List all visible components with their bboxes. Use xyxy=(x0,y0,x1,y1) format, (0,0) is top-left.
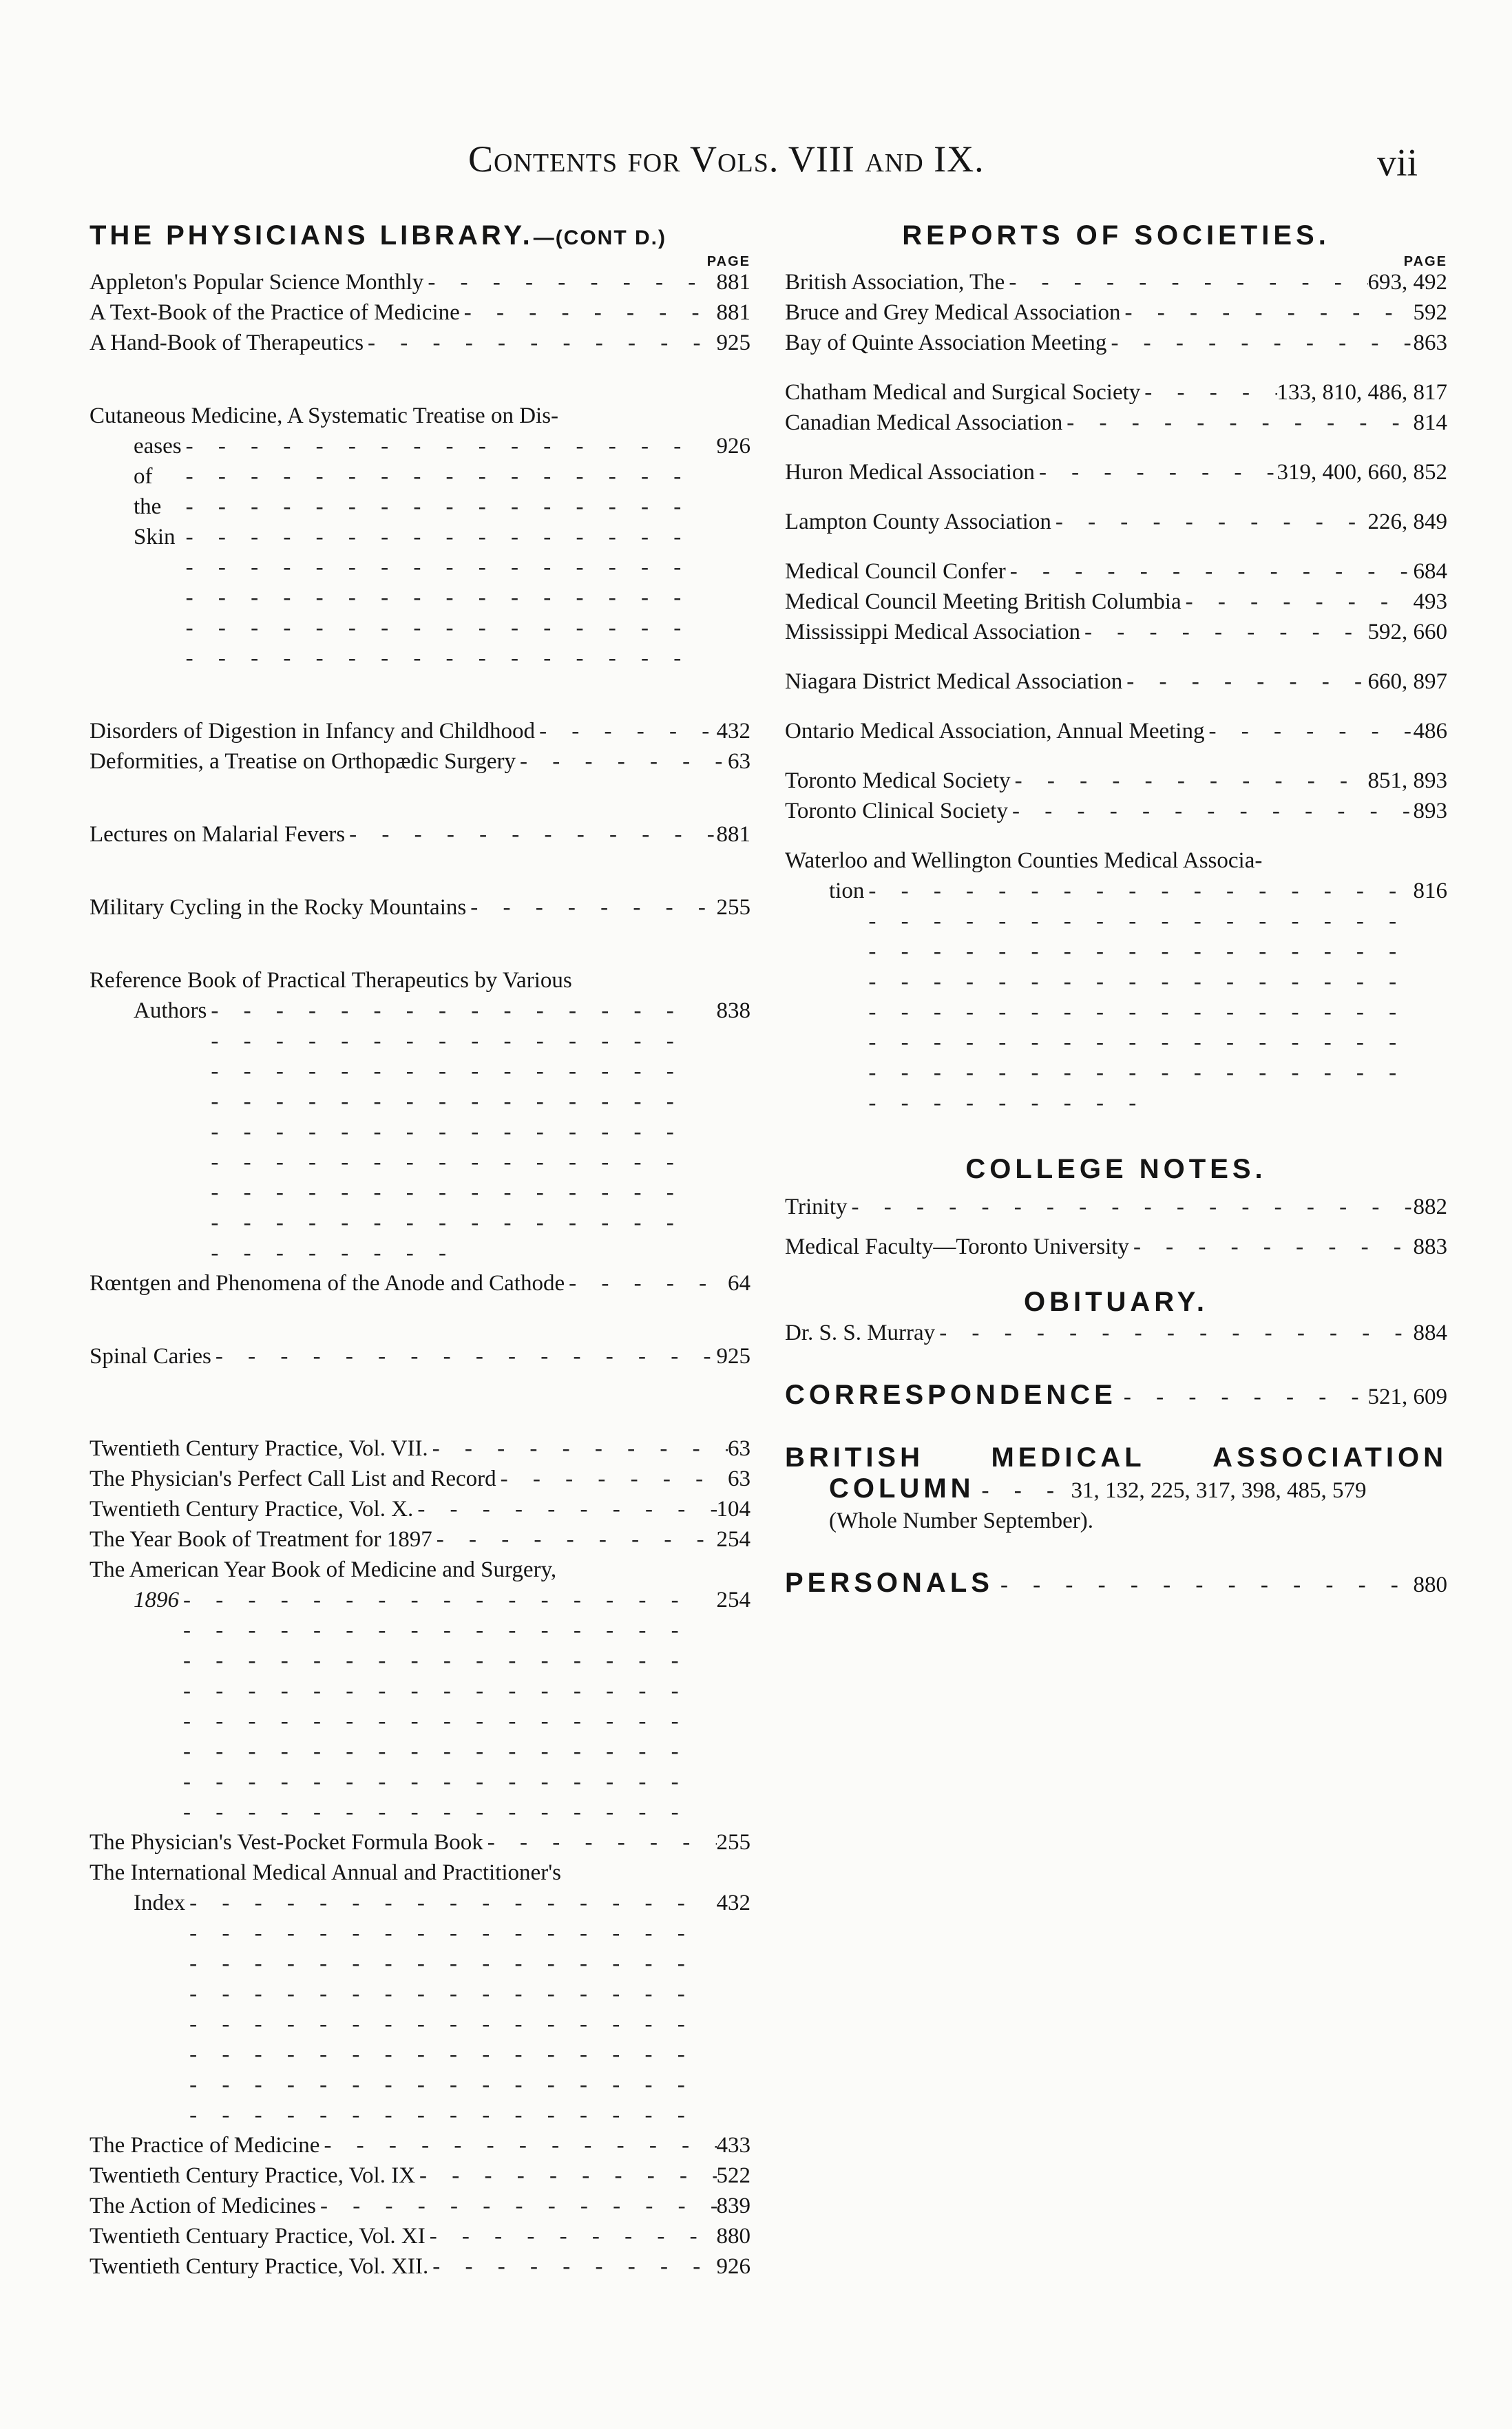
right-column xyxy=(785,220,1447,1599)
page-number: vii xyxy=(1377,142,1418,185)
toc-entry: Disorders of Digestion in Infancy and Childhood - - - 432 xyxy=(90,716,750,746)
correspondence-heading: CORRESPONDENCE xyxy=(785,1380,1117,1410)
personals-entry xyxy=(785,1568,1447,1599)
college-notes-heading: COLLEGE NOTES. xyxy=(965,1154,1267,1184)
toc-entry: The Year Book of Treatment for 1897 - - - 254 xyxy=(90,1524,750,1555)
toc-entry: Lectures on Malarial Fevers - - - 881 xyxy=(90,819,750,850)
toc-entry: Lampton County Association - - - 226, 849 xyxy=(785,507,1447,537)
toc-entry: Twentieth Century Practice, Vol. VII. - - - 63 xyxy=(90,1433,750,1464)
toc-entry: Huron Medical Association - - - 319, 400, 660, 852 xyxy=(785,457,1447,487)
toc-entry: Medical Council Meeting British Columbia - - - 493 xyxy=(785,587,1447,617)
toc-entry: Waterloo and Wellington Counties Medical Associa- tion - - - 816 xyxy=(785,845,1447,1118)
bma-word: ASSOCIATION xyxy=(1212,1442,1447,1473)
toc-entry: Bruce and Grey Medical Association - - - 592 xyxy=(785,297,1447,328)
toc-entry: Spinal Caries - - - 925 xyxy=(90,1341,750,1371)
bma-heading xyxy=(785,1442,1447,1473)
heading-continued: (CONT D.) xyxy=(555,227,666,249)
reports-heading: REPORTS OF SOCIETIES. xyxy=(902,220,1330,251)
physicians-library-heading-text: THE PHYSICIANS LIBRARY. xyxy=(90,220,534,251)
page-column-label: PAGE xyxy=(1403,254,1447,269)
left-column xyxy=(90,220,750,2282)
toc-entry: Medical Council Confer - - - 684 xyxy=(785,556,1447,587)
toc-entry: Appleton's Popular Science Monthly - - - 881 xyxy=(90,267,750,297)
toc-entry: The Practice of Medicine - - - 433 xyxy=(90,2130,750,2160)
toc-entry: The American Year Book of Medicine and Surgery, 1896 - - - 254 xyxy=(90,1555,750,1827)
toc-entry: Trinity - - - 882 xyxy=(785,1192,1447,1222)
toc-entry: The Physician's Vest-Pocket Formula Book - - - 255 xyxy=(90,1827,750,1858)
toc-entry: Niagara District Medical Association - - - 660, 897 xyxy=(785,666,1447,697)
correspondence-entry xyxy=(785,1380,1447,1411)
physicians-library-heading: THE PHYSICIANS LIBRARY.—(CONT D.) xyxy=(90,220,666,251)
correspondence-pages: 521, 609 xyxy=(1367,1385,1447,1409)
page-column-label: PAGE xyxy=(706,254,750,269)
toc-entry: Toronto Clinical Society - - - 893 xyxy=(785,796,1447,826)
toc-entry: Cutaneous Medicine, A Systematic Treatise on Dis- eases of the Skin - - - 926 xyxy=(90,401,750,673)
toc-entry: A Hand-Book of Therapeutics - - - 925 xyxy=(90,328,750,358)
toc-entry: Toronto Medical Society - - - 851, 893 xyxy=(785,766,1447,796)
toc-entry: Medical Faculty—Toronto University - - - 883 xyxy=(785,1232,1447,1262)
toc-entry: A Text-Book of the Practice of Medicine - - - 881 xyxy=(90,297,750,328)
toc-entry: Deformities, a Treatise on Orthopædic Surgery - - - 63 xyxy=(90,746,750,777)
bma-word: MEDICAL xyxy=(991,1442,1146,1473)
bma-word: BRITISH xyxy=(785,1442,924,1473)
toc-entry: Twentieth Centuary Practice, Vol. XI - - - 880 xyxy=(90,2221,750,2251)
obituary-heading: OBITUARY. xyxy=(1023,1287,1209,1317)
toc-entry: The International Medical Annual and Practitioner's Index - - - 432 xyxy=(90,1858,750,2130)
bma-column-entry xyxy=(785,1473,1447,1506)
running-head xyxy=(468,138,985,180)
toc-entry: British Association, The - - - 693, 492 xyxy=(785,267,1447,297)
toc-entry: Twentieth Century Practice, Vol. IX - - - 522 xyxy=(90,2160,750,2191)
toc-entry: Canadian Medical Association - - - 814 xyxy=(785,408,1447,438)
toc-entry: Rœntgen and Phenomena of the Anode and Cathode - - - 64 xyxy=(90,1268,750,1298)
personals-pages: 880 xyxy=(1413,1573,1447,1597)
toc-entry: Mississippi Medical Association - - - 592, 660 xyxy=(785,617,1447,647)
toc-entry: Twentieth Century Practice, Vol. XII. - - - 926 xyxy=(90,2251,750,2282)
bma-column-label: COLUMN xyxy=(829,1473,975,1504)
running-head-text: Contents for Vols. VIII and IX. xyxy=(468,138,985,180)
toc-entry: Ontario Medical Association, Annual Meeting - - - 486 xyxy=(785,716,1447,746)
toc-entry: The Physician's Perfect Call List and Record - - - 63 xyxy=(90,1464,750,1494)
toc-entry: Bay of Quinte Association Meeting - - - 863 xyxy=(785,328,1447,358)
toc-entry: Dr. S. S. Murray - - - 884 xyxy=(785,1318,1447,1348)
toc-entry: The Action of Medicines - - - 839 xyxy=(90,2191,750,2221)
toc-entry: Twentieth Century Practice, Vol. X. - - - 104 xyxy=(90,1494,750,1524)
bma-note: (Whole Number September). xyxy=(829,1508,1093,1533)
toc-entry: Chatham Medical and Surgical Society - - - 133, 810, 486, 817 xyxy=(785,377,1447,408)
bma-pages: 31, 132, 225, 317, 398, 485, 579 xyxy=(1071,1478,1367,1503)
personals-heading: PERSONALS xyxy=(785,1568,994,1598)
toc-entry: Reference Book of Practical Therapeutics by Various Authors - - - 838 xyxy=(90,965,750,1268)
toc-entry: Military Cycling in the Rocky Mountains - - - 255 xyxy=(90,892,750,923)
